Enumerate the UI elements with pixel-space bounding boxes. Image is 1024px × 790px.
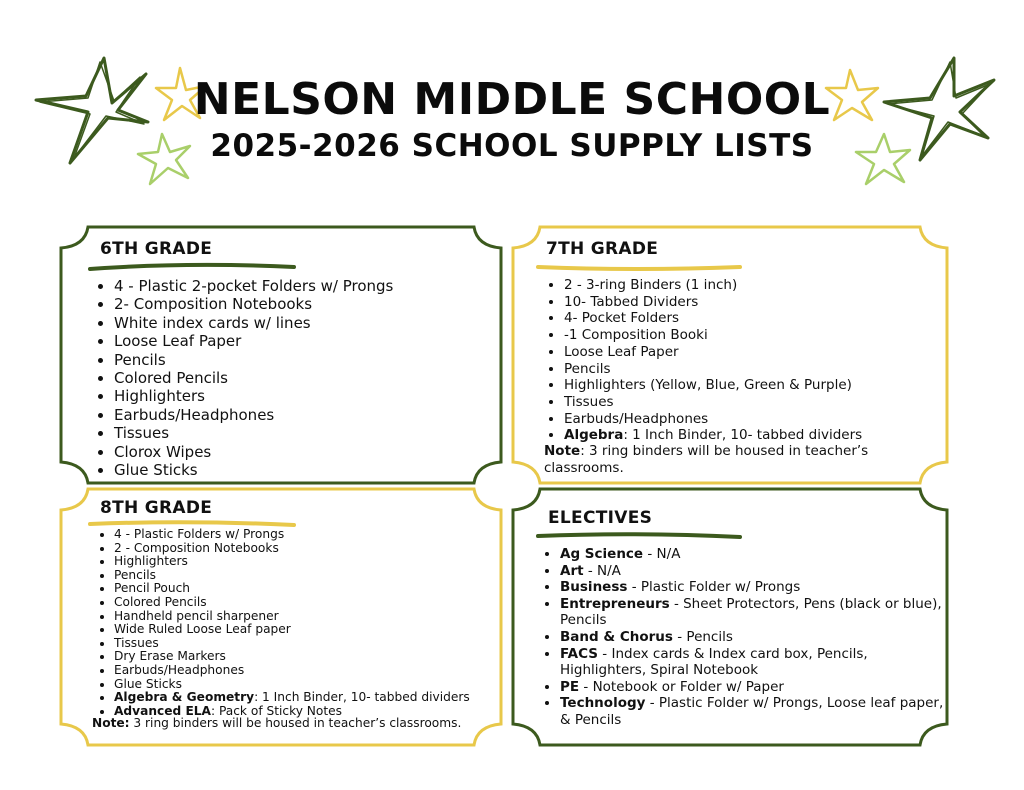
elective-label: PE: [560, 678, 580, 695]
page-title: NELSON MIDDLE SCHOOL: [193, 74, 831, 125]
list-item: [560, 679, 950, 696]
note-label: Note:: [92, 716, 130, 730]
algebra-label: Algebra: [564, 427, 624, 444]
list-item: • 10- Tabbed Dividers: [564, 294, 862, 311]
note-label: Note: [544, 443, 581, 459]
note-text: : 3 ring binders will be housed in teacher’s classrooms.: [544, 443, 869, 476]
list-item: • Clorox Wipes: [114, 443, 393, 461]
list-item: • Pencils: [114, 351, 393, 369]
list-item: [560, 646, 950, 679]
algebra-text: : 1 Inch Binder, 10- tabbed dividers: [623, 427, 863, 444]
grade8-note: [92, 717, 492, 731]
algebra-geometry-text: : 1 Inch Binder, 10- tabbed dividers: [254, 690, 470, 705]
page-subtitle: 2025-2026 SCHOOL SUPPLY LISTS: [210, 128, 814, 164]
list-item: • 2 - Composition Notebooks: [114, 542, 470, 556]
list-item: • Pencils: [114, 569, 470, 583]
advanced-ela-label: Advanced ELA: [114, 703, 211, 718]
list-item: • Wide Ruled Loose Leaf paper: [114, 623, 470, 637]
list-item: [560, 629, 950, 646]
list-item: • Pencils: [564, 361, 862, 378]
elective-label: Art: [560, 562, 584, 579]
list-item: • Loose Leaf Paper: [114, 332, 393, 350]
list-item: • 2- Composition Notebooks: [114, 295, 393, 313]
grade7-list: [544, 277, 862, 444]
list-item: • Pencil Pouch: [114, 582, 470, 596]
list-item: • 4 - Plastic Folders w/ Prongs: [114, 528, 470, 542]
elective-text: - Sheet Protectors, Pens (black or blue), Pencils: [560, 595, 942, 629]
elective-label: FACS: [560, 645, 599, 662]
grade8-panel: [58, 486, 504, 748]
grade6-underline: [88, 262, 298, 272]
elective-text: - Plastic Folder w/ Prongs: [627, 579, 801, 596]
list-item: • Colored Pencils: [114, 596, 470, 610]
list-item: • 2 - 3-ring Binders (1 inch): [564, 277, 862, 294]
advanced-ela-text: : Pack of Sticky Notes: [210, 703, 342, 718]
grade7-underline: [536, 262, 746, 272]
list-item: • Tissues: [564, 394, 862, 411]
list-item: • -1 Composition Booki: [564, 327, 862, 344]
grade7-panel: [510, 224, 950, 486]
elective-label: Technology: [560, 695, 646, 712]
list-item: [564, 427, 862, 444]
list-item: • Earbuds/Headphones: [564, 411, 862, 428]
elective-label: Band & Chorus: [560, 628, 673, 645]
list-item: [560, 596, 950, 629]
list-item: • Tissues: [114, 424, 393, 442]
grade7-note: [544, 443, 884, 476]
grade6-list: [94, 277, 393, 479]
list-item: [560, 563, 950, 580]
grade6-panel: [58, 224, 504, 486]
grade8-list: [94, 528, 470, 718]
elective-label: Business: [560, 579, 628, 596]
elective-text: - N/A: [583, 562, 621, 579]
grade6-heading: 6TH GRADE: [100, 239, 213, 259]
list-item: • White index cards w/ lines: [114, 314, 393, 332]
elective-label: Ag Science: [560, 546, 644, 562]
list-item: • Earbuds/Headphones: [114, 664, 470, 678]
list-item: • Highlighters: [114, 555, 470, 569]
list-item: [560, 546, 950, 563]
electives-list: [540, 546, 950, 729]
list-item: • Highlighters (Yellow, Blue, Green & Purple): [564, 377, 862, 394]
grade7-heading: 7TH GRADE: [546, 239, 659, 259]
list-item: [560, 695, 950, 728]
list-item: [560, 579, 950, 596]
elective-label: Entrepreneurs: [560, 595, 670, 612]
list-item: • Earbuds/Headphones: [114, 406, 393, 424]
list-item: • Dry Erase Markers: [114, 650, 470, 664]
list-item: • Handheld pencil sharpener: [114, 610, 470, 624]
elective-text: - Index cards & Index card box, Pencils, Highlighters, Spiral Notebook: [560, 645, 868, 679]
elective-text: - Pencils: [672, 628, 733, 645]
grade8-heading: 8TH GRADE: [100, 498, 213, 518]
list-item: • 4- Pocket Folders: [564, 310, 862, 327]
list-item: • 4 - Plastic 2-pocket Folders w/ Prongs: [114, 277, 393, 295]
list-item: • Glue Sticks: [114, 678, 470, 692]
electives-panel: [510, 486, 950, 748]
list-item: [114, 691, 470, 705]
elective-text: - Notebook or Folder w/ Paper: [579, 678, 784, 695]
list-item: • Tissues: [114, 637, 470, 651]
elective-text: - N/A: [643, 546, 681, 562]
note-text: 3 ring binders will be housed in teacher’s classrooms.: [129, 716, 462, 730]
electives-underline: [536, 530, 746, 540]
list-item: • Highlighters: [114, 387, 393, 405]
list-item: • Glue Sticks: [114, 461, 393, 479]
algebra-geometry-label: Algebra & Geometry: [114, 690, 255, 705]
elective-text: - Plastic Folder w/ Prongs, Loose leaf paper, & Pencils: [560, 695, 944, 728]
list-item: • Colored Pencils: [114, 369, 393, 387]
list-item: • Loose Leaf Paper: [564, 344, 862, 361]
electives-heading: ELECTIVES: [548, 508, 653, 528]
